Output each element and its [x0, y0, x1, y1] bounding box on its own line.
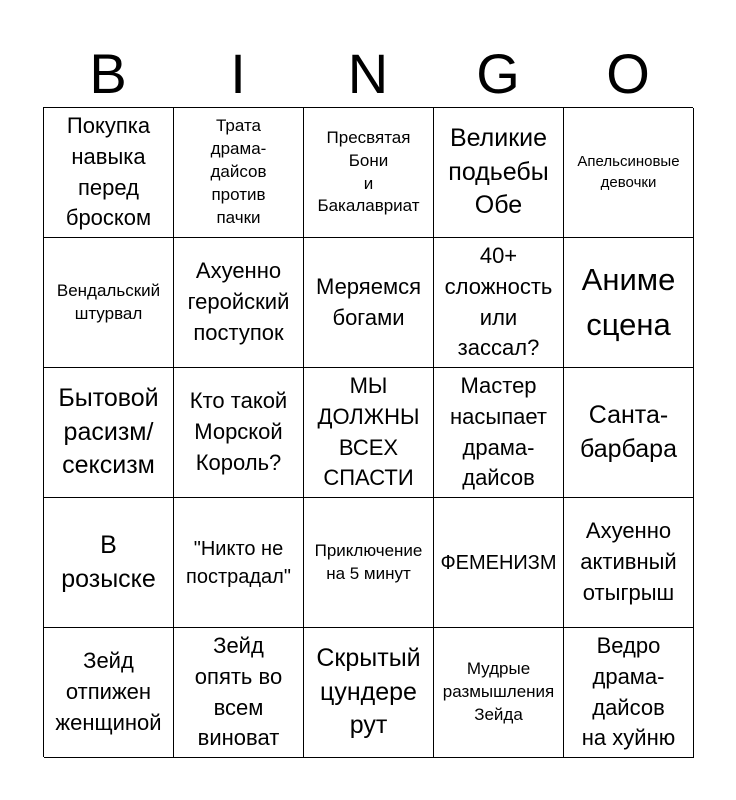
bingo-cell[interactable] [44, 628, 174, 758]
bingo-cell[interactable] [174, 368, 304, 498]
bingo-cell-text: Меряемся богами [316, 273, 421, 330]
bingo-cell-text: "Никто не пострадал" [186, 537, 291, 588]
bingo-cell[interactable] [434, 238, 564, 368]
bingo-cell-text: Апельсиновые девочки [577, 153, 680, 191]
bingo-cell-text: Скрытый цундере рут [316, 643, 421, 740]
header-letter-i: I [230, 42, 246, 105]
bingo-cell[interactable] [174, 628, 304, 758]
header-letter-n: N [347, 42, 389, 105]
bingo-cell[interactable] [564, 628, 694, 758]
header-letter-g: G [476, 42, 520, 105]
bingo-cell[interactable] [434, 368, 564, 498]
bingo-cell-text: Бытовой расизм/ сексизм [58, 383, 159, 480]
bingo-cell-text: ФЕМЕНИЗМ [440, 551, 557, 574]
bingo-cell-text: Аниме сцена [581, 261, 676, 342]
bingo-cell[interactable] [434, 498, 564, 628]
bingo-cell[interactable] [564, 108, 694, 238]
bingo-cell-text: 40+ сложность или зассал? [444, 242, 553, 361]
bingo-cell-text: Ахуенно активный отыгрыш [580, 518, 677, 605]
bingo-cell[interactable] [304, 628, 434, 758]
bingo-cell[interactable] [434, 108, 564, 238]
bingo-cell-text: В розыске [61, 530, 156, 593]
bingo-cell-text: Мастер насыпает драма- дайсов [450, 372, 547, 491]
bingo-cell[interactable] [304, 498, 434, 628]
bingo-cell[interactable] [434, 628, 564, 758]
bingo-cell[interactable] [44, 238, 174, 368]
bingo-cell[interactable] [44, 368, 174, 498]
bingo-cell-text: Ахуенно геройский поступок [187, 258, 290, 345]
bingo-cell[interactable] [304, 108, 434, 238]
bingo-cell[interactable] [174, 108, 304, 238]
bingo-cell-text: Приключение на 5 минут [314, 540, 423, 583]
bingo-cell-text: Кто такой Морской Король? [189, 388, 288, 475]
bingo-cell-text: Санта- барбара [579, 400, 677, 463]
bingo-cell-text: МЫ ДОЛЖНЫ ВСЕХ СПАСТИ [317, 372, 420, 491]
bingo-cell-text: Мудрые размышления Зейда [442, 659, 555, 724]
bingo-cell-text: Зейд опять во всем виноват [194, 632, 283, 751]
bingo-cell[interactable] [174, 498, 304, 628]
header-letter-b: B [89, 42, 127, 105]
bingo-card-grid [43, 107, 693, 757]
bingo-cell[interactable] [304, 238, 434, 368]
bingo-cell[interactable] [44, 498, 174, 628]
bingo-cell[interactable] [564, 368, 694, 498]
bingo-cell-text: Пресвятая Бони и Бакалавриат [317, 127, 420, 216]
header-letter-o: O [606, 42, 650, 105]
bingo-cell-text: Зейд отпижен женщиной [55, 648, 162, 735]
bingo-cell[interactable] [44, 108, 174, 238]
bingo-cell-text: Ведро драма- дайсов на хуйню [581, 632, 676, 751]
bingo-cell-text: Вендальский штурвал [56, 280, 161, 323]
bingo-cell[interactable] [564, 238, 694, 368]
bingo-header [43, 40, 693, 108]
bingo-cell-text: Покупка навыка перед броском [65, 112, 152, 231]
bingo-cell-text: Трата драма- дайсов против пачки [210, 116, 267, 227]
bingo-cell[interactable] [304, 368, 434, 498]
bingo-cell[interactable] [174, 238, 304, 368]
bingo-cell[interactable] [564, 498, 694, 628]
bingo-cell-text: Великие подьебы Обе [448, 123, 549, 220]
